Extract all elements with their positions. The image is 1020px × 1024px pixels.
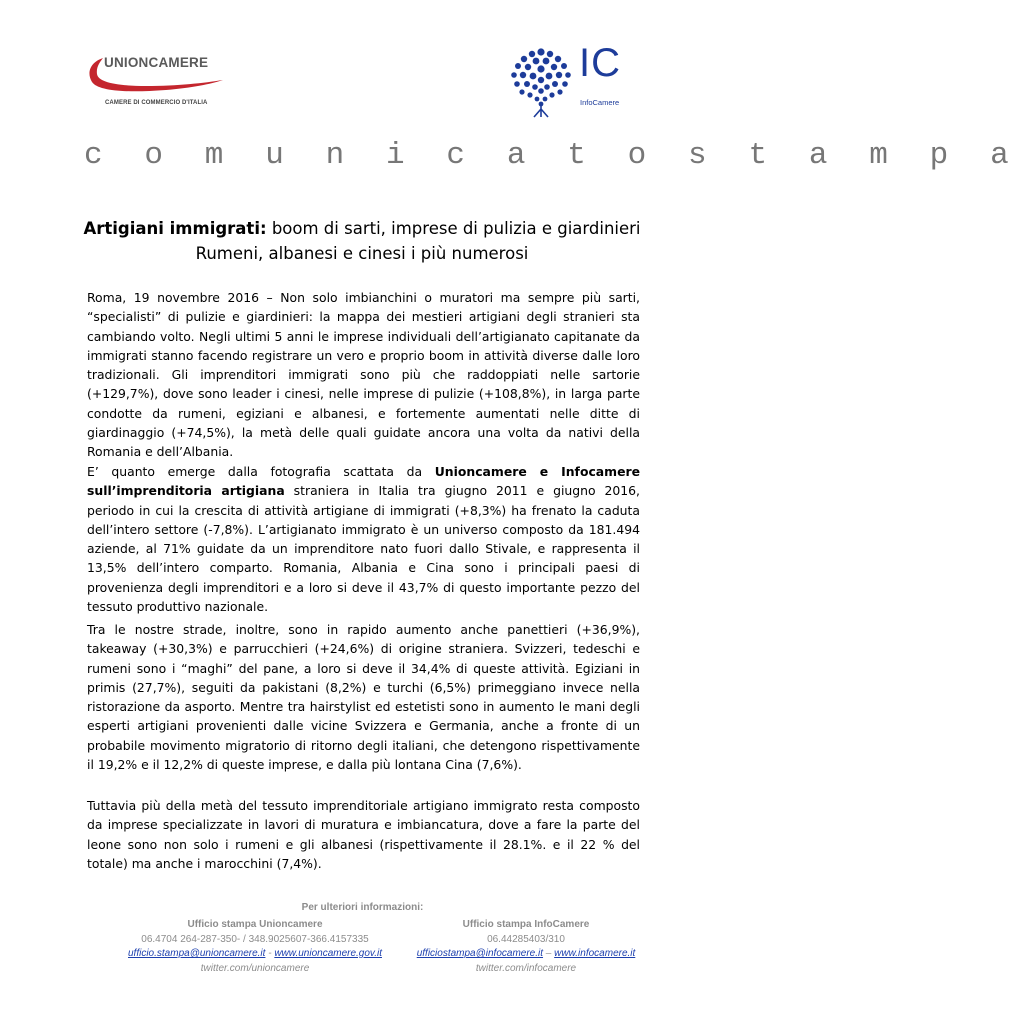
infocamere-logo-letters: IC — [579, 41, 621, 85]
press-release-title — [60, 216, 664, 266]
twitter-unioncamere: twitter.com/unioncamere — [200, 962, 310, 974]
footer-heading: Per ulteriori informazioni: — [301, 902, 424, 913]
infocamere-logo — [506, 41, 636, 122]
infocamere-logo-name: InfoCamere — [580, 98, 620, 107]
masthead-comunicato-stampa: c o m u n i c a t o s t a m p a — [84, 138, 1020, 173]
paragraph-2-rest: straniera in Italia tra giugno 2011 e giugno 2016, periodo in cui la crescita di attività artigiane di immigrati (+8,3%) ha frenato la caduta dell’intero settore (-7,8%). L’artigianato immigrato è un universo composto da 181.494 aziende, al 71% guidate da un imprenditore nato fuori dallo Stivale, e rappresenta il 13,5% dell’intero comparto. Romania, Albania e Cina sono i principali paesi di provenienza degli imprenditori e a loro si deve il 43,7% di questo importante pezzo del tessuto produttivo nazionale. — [87, 483, 640, 615]
title-line-1 — [60, 216, 664, 241]
footer-phones-unioncamere: 06.4704 264-287-350- / 348.9025607-366.4157335 — [141, 933, 369, 945]
footer-links-unioncamere — [100, 947, 410, 962]
footer-contact-infocamere — [396, 918, 656, 976]
paragraph-2-bold: Unioncamere e Infocamere sull’imprenditoria artigiana — [87, 464, 640, 499]
website-link-unioncamere[interactable]: www.unioncamere.gov.it — [274, 948, 382, 959]
footer-phones-infocamere: 06.44285403/310 — [487, 933, 565, 945]
footer-office-infocamere: Ufficio stampa InfoCamere — [462, 919, 590, 930]
title-line-1-rest: boom di sarti, imprese di pulizia e giardinieri — [266, 219, 641, 238]
paragraph-2 — [87, 462, 640, 616]
twitter-infocamere: twitter.com/infocamere — [475, 962, 577, 974]
unioncamere-logo-name: UNIONCAMERE — [104, 55, 209, 70]
paragraph-2-intro: E’ quanto emerge dalla fotografia scattata da — [87, 464, 435, 479]
paragraph-4: Tuttavia più della metà del tessuto imprenditoriale artigiano immigrato resta composto da imprese specializzate in lavori di muratura e imbiancatura, dove a fare la parte del leone sono non solo i rumeni e gli albanesi (rispettivamente il 28.1%. e il 22 % del totale) ma anche i marocchini (7,4%). — [87, 798, 640, 871]
unioncamere-logo-subtitle: CAMERE DI COMMERCIO D'ITALIA — [105, 100, 208, 106]
paragraph-3: Tra le nostre strade, inoltre, sono in rapido aumento anche panettieri (+36,9%), takeaway (+30,3%) e parrucchieri (+24,6%) di origine straniera. Svizzeri, tedeschi e rumeni sono i “maghi” del pane, a loro si deve il 34,4% di queste attività. Egiziani in primis (27,7%), seguiti da pakistani (8,2%) e turchi (6,5%) primeggiano invece nella ristorazione da asporto. Mentre tra hairstylist ed estetisti sono in aumento le mani degli esperti artigiani provenienti dalle vicine Svizzera e Germania, anche a fronte di un probabile movimento migratorio di ritorno degli italiani, che detengono rispettivamente il 19,2% e il 12,2% di queste imprese, e dalla più lontana Cina (7,6%). — [87, 622, 640, 773]
footer-separator: – — [543, 948, 555, 959]
footer-links-infocamere — [396, 947, 656, 962]
infocamere-tree-icon — [506, 47, 576, 119]
footer-office-unioncamere: Ufficio stampa Unioncamere — [187, 919, 323, 930]
title-bold-lead: Artigiani immigrati: — [83, 219, 267, 238]
footer-contact-unioncamere — [100, 918, 410, 976]
email-link-unioncamere[interactable]: ufficio.stampa@unioncamere.it — [128, 948, 266, 959]
title-line-2: Rumeni, albanesi e cinesi i più numerosi — [195, 244, 529, 263]
email-link-infocamere[interactable]: ufficiostampa@infocamere.it — [416, 948, 544, 959]
website-link-infocamere[interactable]: www.infocamere.it — [554, 948, 636, 959]
unioncamere-logo — [86, 50, 226, 112]
paragraph-1: Roma, 19 novembre 2016 – Non solo imbianchini o muratori ma sempre più sarti, “specialisti” di pulizie e giardinieri: la mappa dei mestieri artigiani degli stranieri sta cambiando volto. Negli ultimi 5 anni le imprese individuali dell’artigianato capitanate da immigrati stanno facendo registrare un vero e proprio boom in attività diverse dalle loro tradizionali. Gli imprenditori immigrati sono più che raddoppiati nelle sartorie (+129,7%), dove sono leader i cinesi, nelle imprese di pulizie (+108,8%), in larga parte condotte da rumeni, egiziani e albanesi, e fortemente aumentati nelle ditte di giardinaggio (+74,5%), la metà delle quali guidate ancora una volta da nativi della Romania e dell’Albania. — [87, 290, 640, 460]
footer-separator: - — [265, 948, 275, 959]
